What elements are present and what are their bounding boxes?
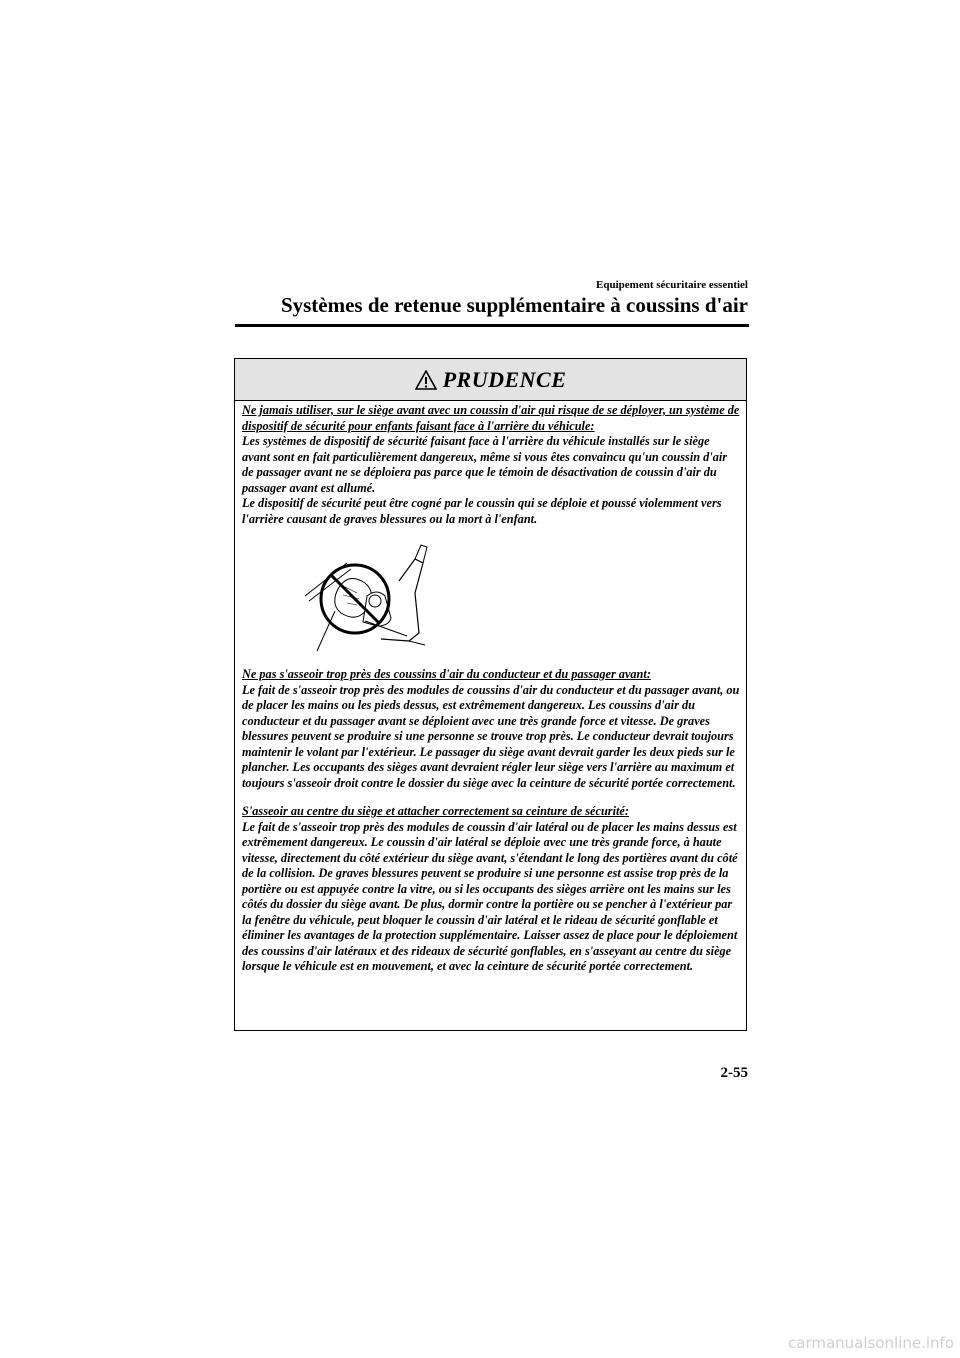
header-divider [235, 324, 749, 327]
caution-heading-3: S'asseoir au centre du siège et attacher correctement sa ceinture de sécurité: [242, 804, 629, 818]
caution-text-1b: Le dispositif de sécurité peut être cogné par le coussin qui se déploie et poussé violemment vers l'arrière causant de graves blessures ou la mort à l'enfant. [242, 496, 722, 526]
page-title: Systèmes de retenue supplémentaire à coussins d'air [280, 293, 748, 317]
caution-text-1: Les systèmes de dispositif de sécurité faisant face à l'arrière du véhicule installés sur le siège avant sont en fait particulièrement dangereux, même si vous êtes convaincu qu'un coussin d'air de passager avant ne se déploiera pas parce que le témoin de désactivation de coussin d'air du passager avant est allumé. [242, 434, 728, 495]
caution-heading-1: Ne jamais utiliser, sur le siège avant avec un coussin d'air qui risque de se déployer, un système de dispositif de sécurité pour enfants faisant face à l'arrière du véhicule: [242, 403, 740, 433]
caution-box [234, 358, 747, 1031]
caution-text-2: Le fait de s'asseoir trop près des modules de coussins d'air du conducteur et du passager avant, ou de placer les mains ou les pieds dessus, est extrêmement dangereux. Les coussins d'air du conducteur et du passager avant se déploient avec une très grande force et vitesse. De graves blessures peuvent se produire si une personne se trouve trop près. Le conducteur devrait toujours maintenir le volant par l'extérieur. Le passager du siège avant devrait garder les deux pieds sur le plancher. Les occupants des sièges avant devraient régler leur siège vers l'arrière au maximum et toujours s'asseoir droit contre le dossier du siège avec la ceinture de sécurité portée correctement. [242, 682, 740, 790]
caution-body [235, 401, 746, 975]
warning-triangle-icon [415, 370, 437, 390]
caution-text-3: Le fait de s'asseoir trop près des modules de coussin d'air latéral ou de placer les mains dessus est extrêmement dangereux. Le coussin d'air latéral se déploie avec une très grande force, à haute vitesse, directement du côté extérieur du siège avant, s'étendant le long des portières avant du côté de la collision. De graves blessures peuvent se produire si une personne est assise trop près de la portière ou est appuyée contre la vitre, ou si les occupants des sièges arrière ont les mains sur les côtés du dossier du siège avant. De plus, dormir contre la portière ou se pencher à l'extérieur par la fenêtre du véhicule, peut bloquer le coussin d'air latéral et le rideau de sécurité gonflable et éliminer les avantages de la protection supplémentaire. Laisser assez de place pour le déploiement des coussins d'air latéraux et des rideaux de sécurité gonflables, en s'asseyant au centre du siège lorsque le véhicule est en mouvement, et avec la ceinture de sécurité portée correctement. [242, 819, 738, 973]
caution-label: PRUDENCE [442, 366, 567, 392]
rear-facing-child-seat-prohibited-illustration [287, 541, 487, 653]
page-number: 2-55 [720, 1065, 748, 1081]
caution-heading-2: Ne pas s'asseoir trop près des coussins d'air du conducteur et du passager avant: [242, 667, 651, 681]
watermark: carmanualsonline.info [788, 1334, 954, 1352]
caution-header [235, 359, 746, 401]
section-name: Equipement sécuritaire essentiel [596, 279, 748, 291]
